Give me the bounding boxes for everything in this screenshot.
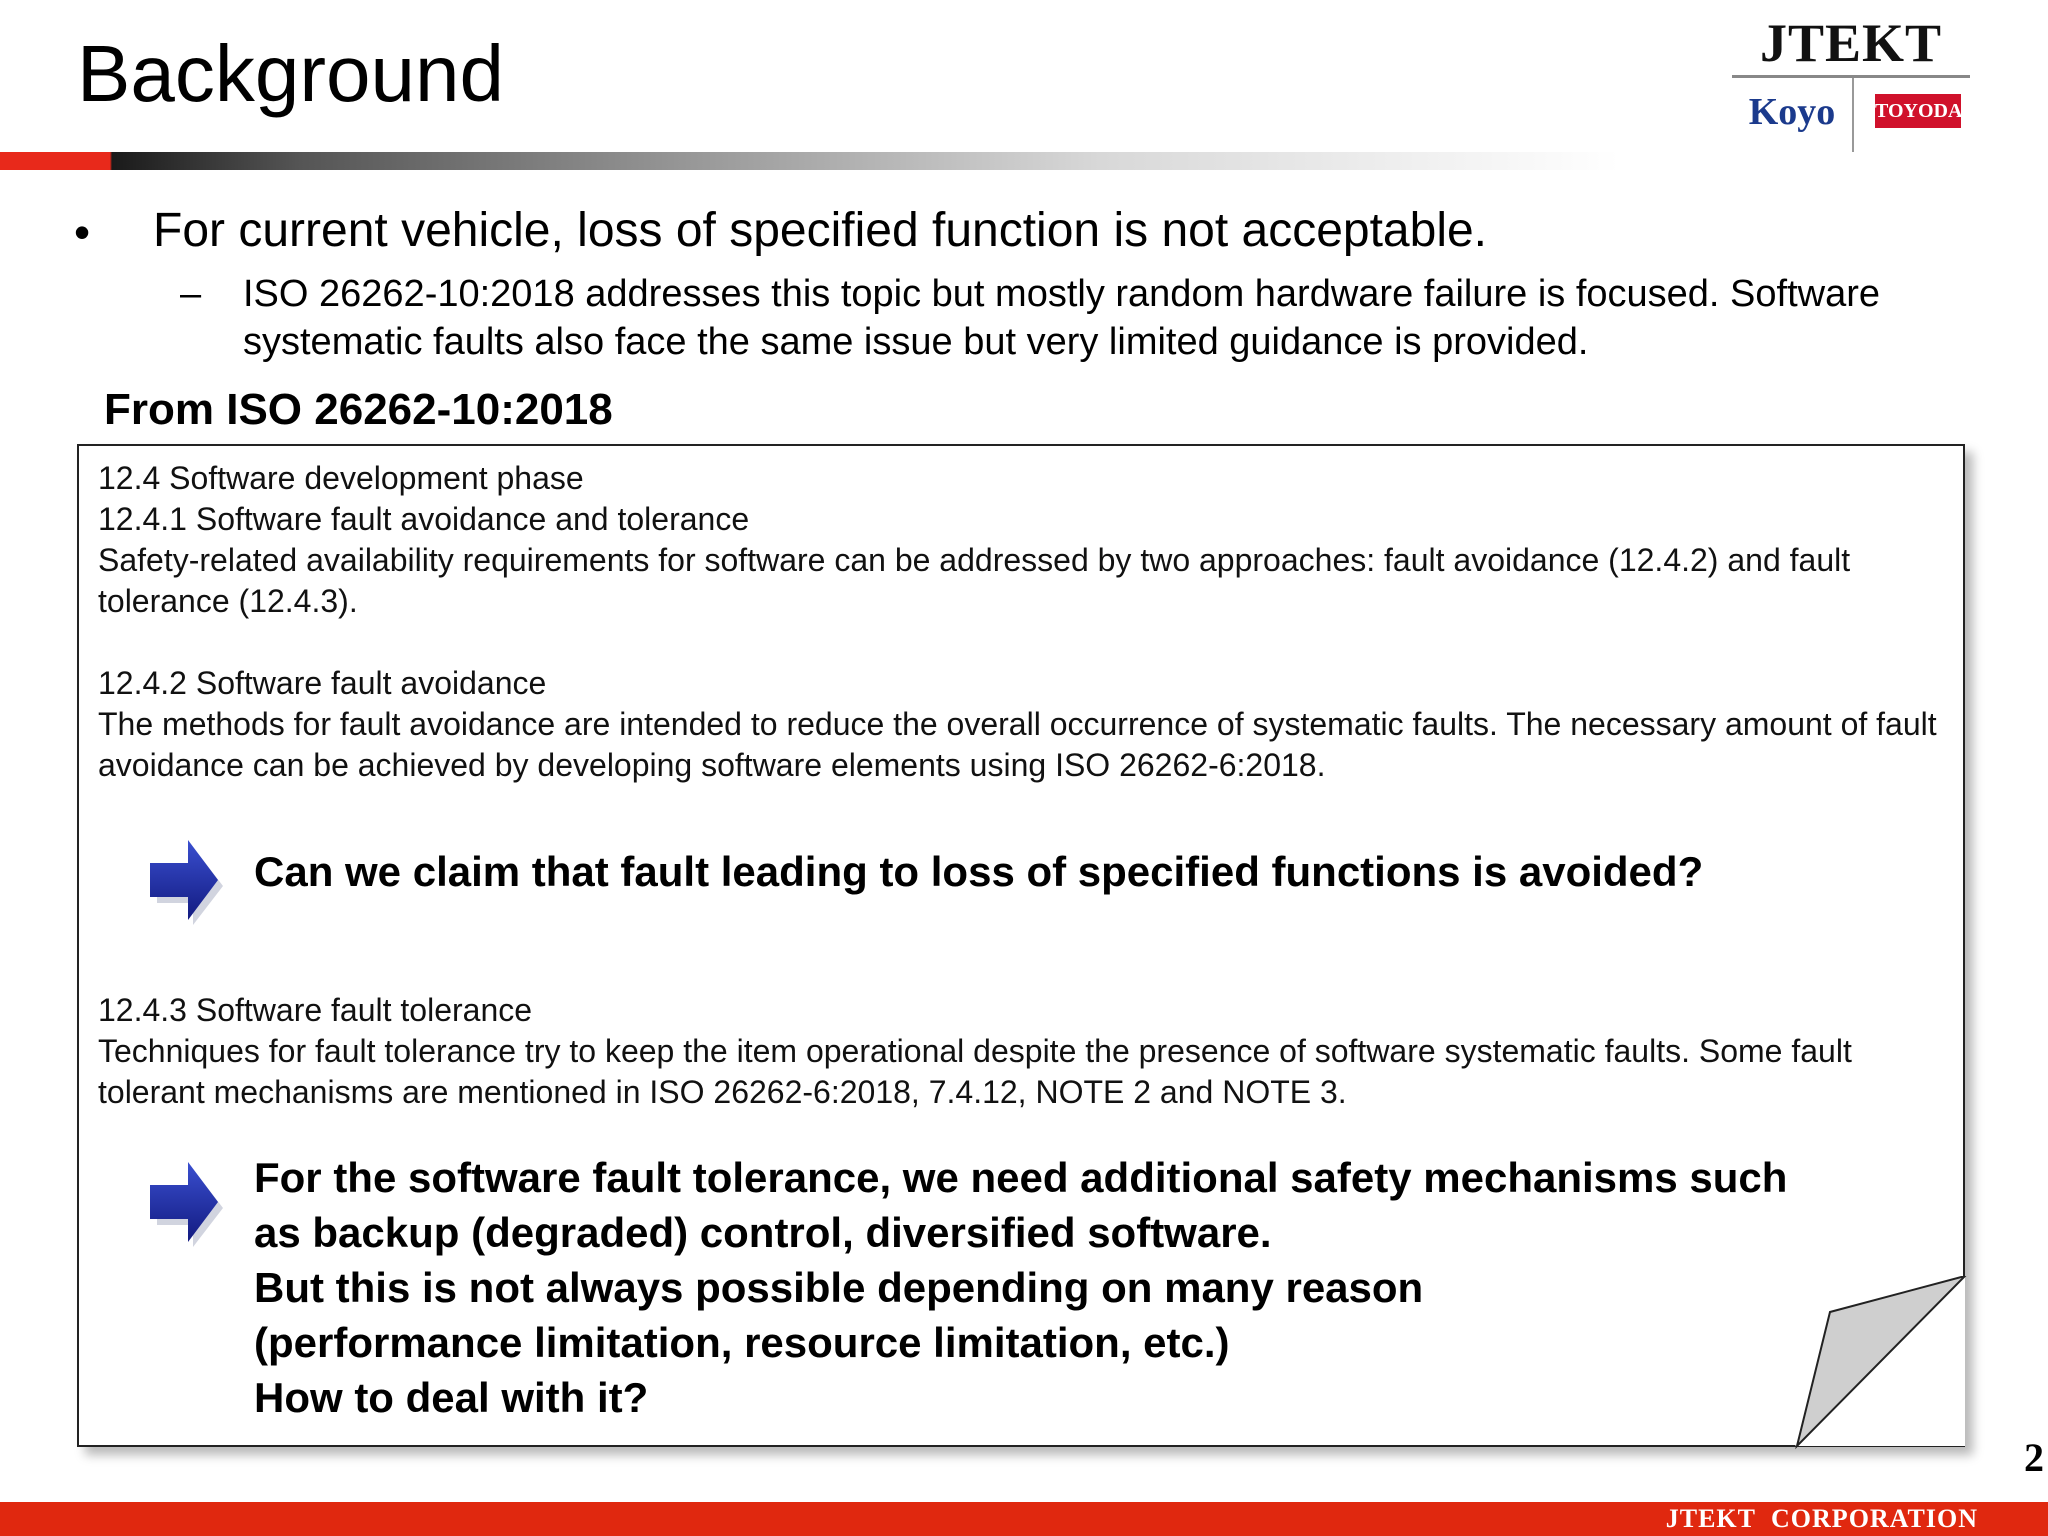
section-heading-12-4-2: 12.4.2 Software fault avoidance (98, 665, 547, 701)
logo-divider-vertical (1852, 78, 1854, 152)
section-paragraph-tolerance: Techniques for fault tolerance try to keep the item operational despite the presence of software systematic faults. Some fault tolerant mechanisms are mentioned in ISO 26262-6:2018, 7.4.12, NOTE 2 and NOTE 3. (98, 1033, 1852, 1110)
question-line: How to deal with it? (254, 1374, 649, 1421)
sub-bullet-text: ISO 26262-10:2018 addresses this topic but mostly random hardware failure is focused. Software systematic faults also face the same issue but very limited guidance is provided. (243, 273, 1880, 363)
question-line: as backup (degraded) control, diversified software. (254, 1209, 1272, 1256)
logo-jtekt-text: JTEKT (1759, 13, 1943, 73)
right-arrow-icon (148, 836, 224, 928)
jtekt-logo (1730, 12, 1972, 152)
slide-title: Background (77, 29, 504, 118)
question-line: (performance limitation, resource limitation, etc.) (254, 1319, 1230, 1366)
footer-company-name: JTEKT CORPORATION (1665, 1504, 1978, 1533)
page-number: 2 (2024, 1435, 2044, 1480)
bullet-symbol: • (74, 206, 91, 258)
section-paragraph-availability: Safety-related availability requirements for software can be addressed by two approaches: fault avoidance (12.4.2) and fault tolerance (12.4.3). (98, 542, 1851, 619)
section-heading-12-4: 12.4 Software development phase (98, 460, 584, 496)
section-heading-12-4-1: 12.4.1 Software fault avoidance and tolerance (98, 501, 750, 537)
footer-bar (0, 1502, 2048, 1536)
sub-bullet-symbol: – (180, 273, 202, 315)
logo-toyoda-badge: TOYODA (1875, 94, 1961, 128)
source-label: From ISO 26262-10:2018 (104, 385, 613, 434)
logo-koyo-text: Koyo (1748, 91, 1836, 133)
title-gradient-bar (0, 152, 1620, 170)
right-arrow-icon (148, 1158, 224, 1250)
question-line: But this is not always possible depending on many reason (254, 1264, 1424, 1311)
section-paragraph-avoidance: The methods for fault avoidance are intended to reduce the overall occurrence of systematic faults. The necessary amount of fault avoidance can be achieved by developing software elements using ISO 26262-6:2018. (98, 706, 1937, 783)
question-fault-tolerance (254, 1150, 1954, 1425)
logo-divider-horizontal (1732, 75, 1970, 78)
section-heading-12-4-3: 12.4.3 Software fault tolerance (98, 992, 533, 1028)
main-bullet-text: For current vehicle, loss of specified function is not acceptable. (153, 204, 1488, 257)
question-fault-avoidance: Can we claim that fault leading to loss of specified functions is avoided? (254, 848, 1704, 895)
question-line: For the software fault tolerance, we need additional safety mechanisms such (254, 1154, 1788, 1201)
